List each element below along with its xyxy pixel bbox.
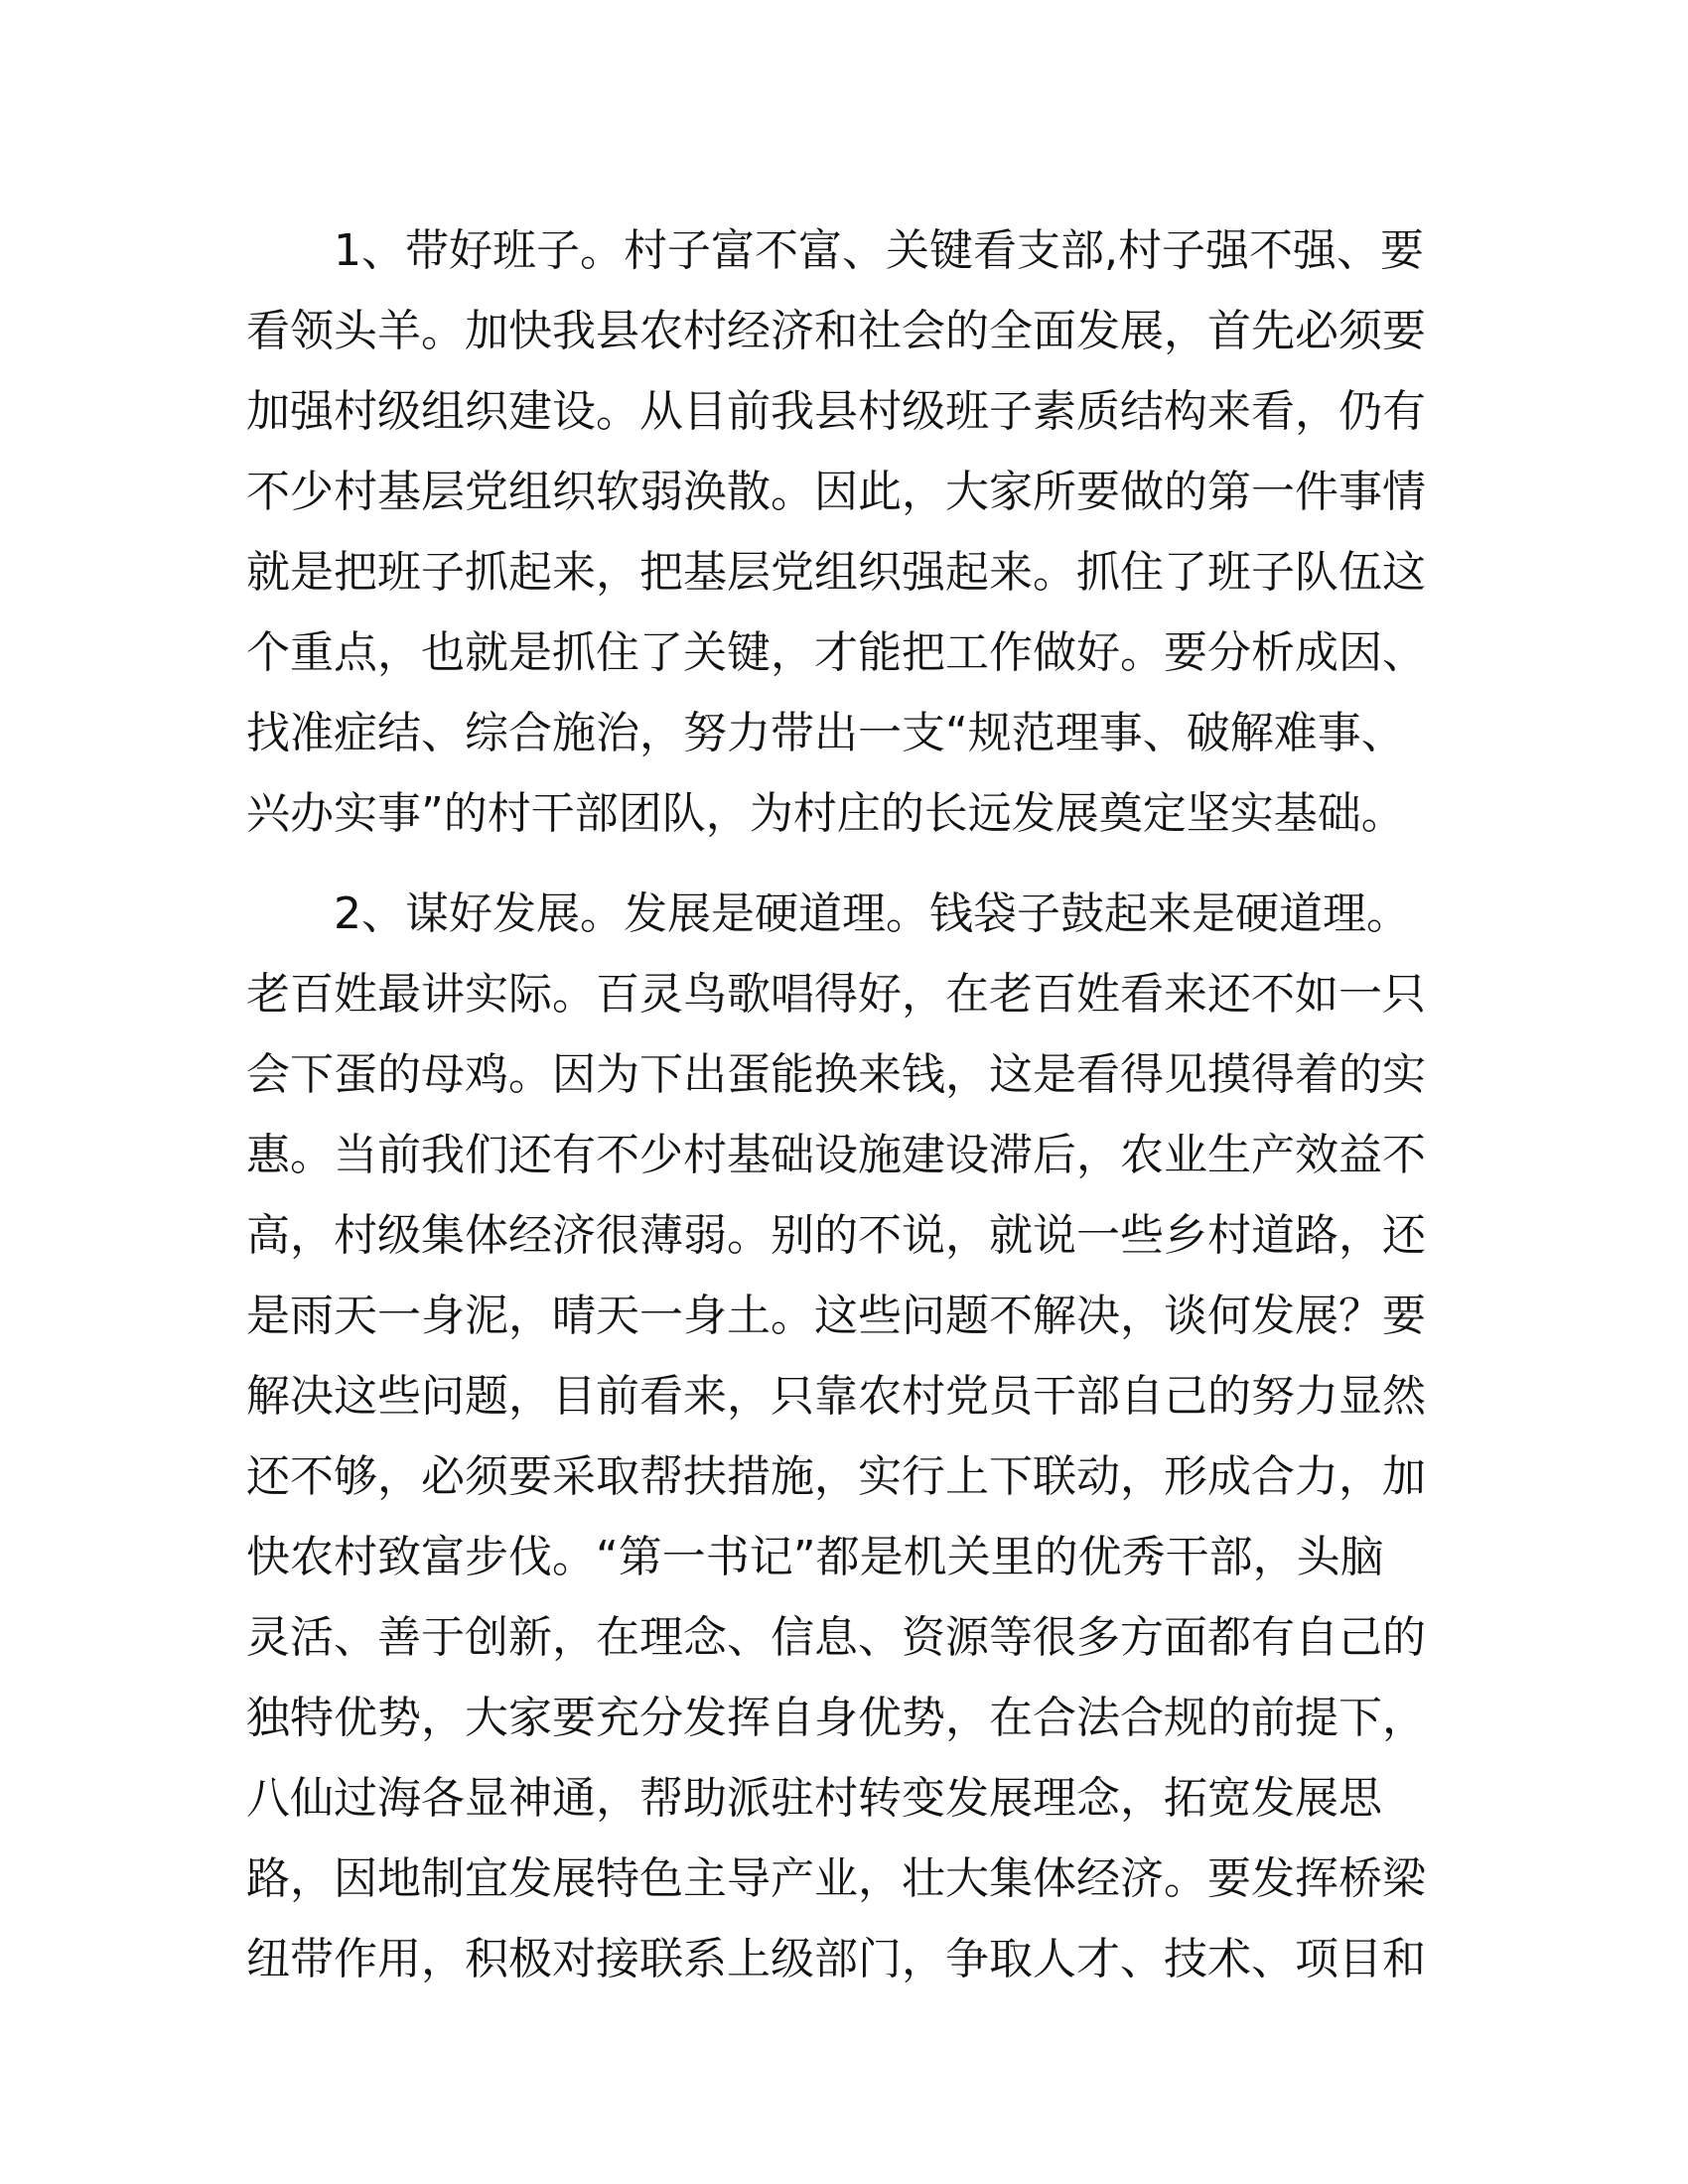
document-body: [246, 210, 1440, 1999]
text-line: 纽带作用，积极对接联系上级部门，争取人才、技术、项目和: [246, 1934, 1426, 1984]
text-line: 兴办实事”的村干部团队，为村庄的长远发展奠定坚实基础。: [246, 788, 1405, 839]
text-line: 个重点，也就是抓住了关键，才能把工作做好。要分析成因、: [246, 627, 1426, 678]
text-line: 会下蛋的母鸡。因为下出蛋能换来钱，这是看得见摸得着的实: [246, 1049, 1426, 1100]
text-line: 高，村级集体经济很薄弱。别的不说，就说一些乡村道路，还: [246, 1210, 1426, 1261]
text-line: 就是把班子抓起来，把基层党组织强起来。抓住了班子队伍这: [246, 547, 1426, 598]
text-line: 快农村致富步伐。“第一书记”都是机关里的优秀干部，头脑: [246, 1532, 1384, 1582]
text-line: 找准症结、综合施治，努力带出一支“规范理事、破解难事、: [246, 708, 1405, 758]
text-line: 1、带好班子。村子富不富、关键看支部,村子强不强、要: [334, 225, 1424, 276]
text-line: 加强村级组织建设。从目前我县村级班子素质结构来看，仍有: [246, 386, 1426, 437]
paragraph-1: [246, 210, 1440, 854]
text-line: 八仙过海各显神通，帮助派驻村转变发展理念，拓宽发展思: [246, 1773, 1382, 1824]
text-line: 解决这些问题，目前看来，只靠农村党员干部自己的努力显然: [246, 1371, 1426, 1422]
text-line: 还不够，必须要采取帮扶措施，实行上下联动，形成合力，加: [246, 1451, 1426, 1502]
text-line: 看领头羊。加快我县农村经济和社会的全面发展，首先必须要: [246, 306, 1426, 356]
text-line: 惠。当前我们还有不少村基础设施建设滞后，农业生产效益不: [246, 1130, 1426, 1180]
text-line: 路，因地制宜发展特色主导产业，壮大集体经济。要发挥桥梁: [246, 1853, 1426, 1904]
text-line: 不少村基层党组织软弱涣散。因此，大家所要做的第一件事情: [246, 467, 1426, 517]
text-line: 独特优势，大家要充分发挥自身优势，在合法合规的前提下，: [246, 1693, 1426, 1743]
paragraph-2: [246, 874, 1440, 1999]
text-line: 老百姓最讲实际。百灵鸟歌唱得好，在老百姓看来还不如一只: [246, 969, 1426, 1020]
text-line: 2、谋好发展。发展是硬道理。钱袋子鼓起来是硬道理。: [334, 888, 1410, 939]
text-line: 是雨天一身泥，晴天一身土。这些问题不解决，谈何发展？要: [246, 1291, 1426, 1341]
paragraph-spacer: [246, 854, 1440, 874]
text-line: 灵活、善于创新，在理念、信息、资源等很多方面都有自己的: [246, 1612, 1426, 1663]
